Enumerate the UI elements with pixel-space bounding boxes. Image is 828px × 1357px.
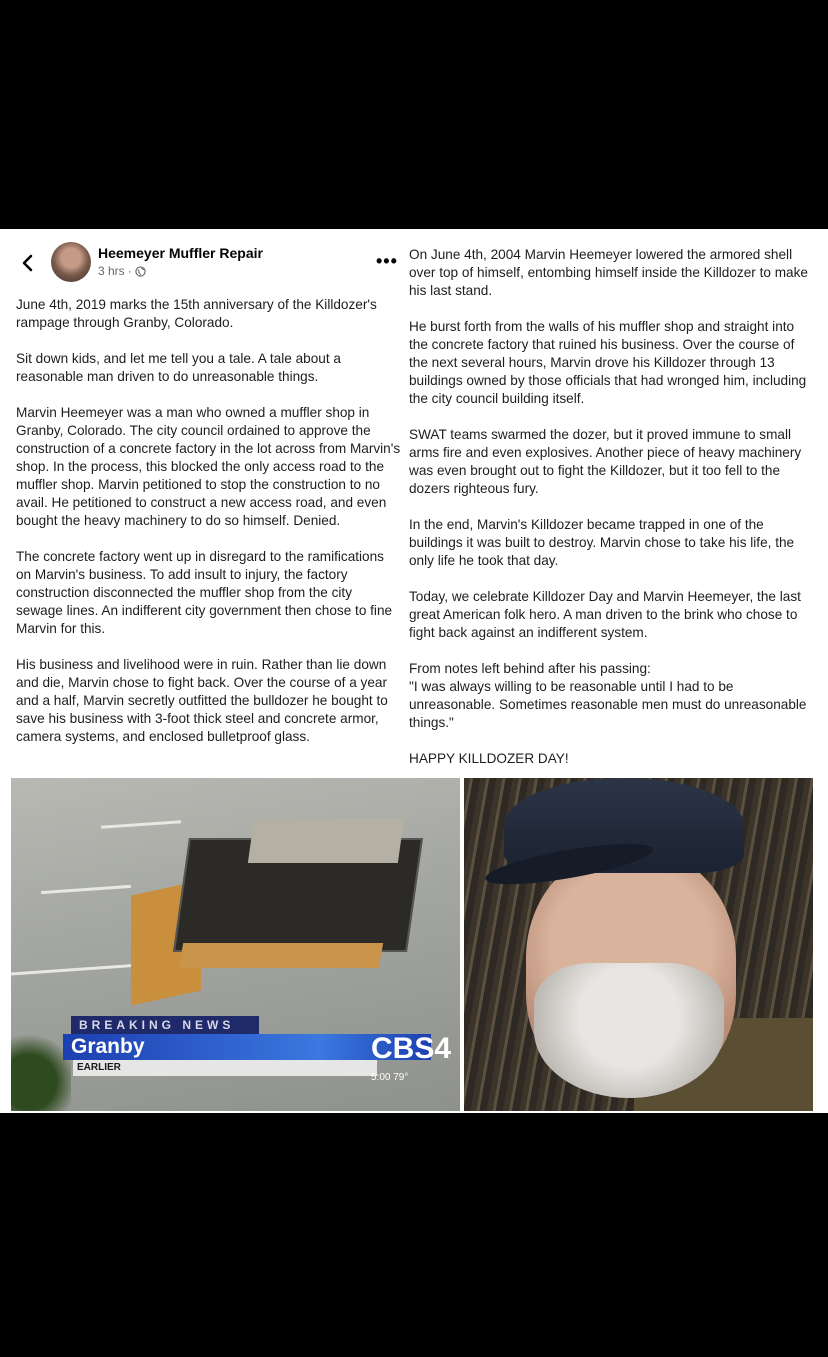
- paragraph: June 4th, 2019 marks the 15th anniversary of the Killdozer's rampage through Granby, Colorado.: [16, 297, 377, 330]
- back-arrow-icon[interactable]: [18, 253, 38, 273]
- paragraph: Marvin Heemeyer was a man who owned a muffler shop in Granby, Colorado. The city council ordained to approve the construction of a concrete factory in the lot across from Marvin's shop. In the process, this blocked the only access road to the muffler shop. Marvin petitioned to stop the construction to no avail. He petitioned to construct a new access road, and even bought the heavy machinery to do so himself. Denied.: [16, 405, 401, 528]
- bulldozer-track: [179, 943, 383, 968]
- more-options-button[interactable]: •••: [376, 251, 398, 271]
- earlier-label: EARLIER: [73, 1060, 377, 1076]
- killdozer-roof: [248, 818, 404, 863]
- paragraph: On June 4th, 2004 Marvin Heemeyer lowered the armored shell over top of himself, entombing himself inside the Killdozer to make his last stand.: [409, 247, 808, 298]
- news-clock: [371, 1072, 408, 1083]
- post-text-left: [16, 296, 402, 764]
- location-banner: Granby: [63, 1034, 431, 1060]
- paragraph: Sit down kids, and let me tell you a tale. A tale about a reasonable man driven to do unreasonable things.: [16, 351, 341, 384]
- paragraph: His business and livelihood were in ruin. Rather than lie down and die, Marvin chose to fight back. Over the course of a year and a half, Marvin secretly outfitted the bulldozer he bought to save his business with 3-foot thick steel and concrete armor, camera systems, and enclosed bulletproof glass.: [16, 657, 388, 744]
- breaking-news-banner: BREAKING NEWS: [71, 1016, 259, 1034]
- page-avatar[interactable]: [51, 242, 91, 282]
- paragraph: HAPPY KILLDOZER DAY!: [409, 751, 569, 766]
- facebook-post: [0, 229, 828, 1113]
- post-meta: [98, 264, 146, 278]
- post-time[interactable]: 3 hrs: [98, 264, 125, 278]
- cbs4-logo: CBS4: [371, 1032, 452, 1065]
- meta-separator: ·: [127, 264, 132, 278]
- page-name[interactable]: Heemeyer Muffler Repair: [98, 245, 263, 261]
- post-text-right: [409, 246, 811, 786]
- paragraph: The concrete factory went up in disregard to the ramifications on Marvin's business. To add insult to injury, the factory construction disconnected the muffler shop from the city sewage lines. An indifferent city government then chose to fine Marvin for this.: [16, 549, 393, 636]
- marvin-heemeyer-portrait[interactable]: [464, 778, 813, 1111]
- globe-icon: [135, 266, 146, 277]
- paragraph: He burst forth from the walls of his muffler shop and straight into the concrete factory that ruined his business. Over the course of the next several hours, Marvin drove his Killdozer through 13 buildings owned by those officials that had wronged him, including the city council building itself.: [409, 319, 807, 406]
- killdozer-news-photo[interactable]: [11, 778, 460, 1111]
- tree-foliage: [11, 1028, 71, 1111]
- paragraph: In the end, Marvin's Killdozer became trapped in one of the buildings it was built to destroy. Marvin chose to take his life, the only life he took that day.: [409, 517, 795, 568]
- news-time: 5:00: [371, 1072, 391, 1083]
- beard: [534, 963, 724, 1098]
- paragraph: Today, we celebrate Killdozer Day and Marvin Heemeyer, the last great American folk hero. A man driven to the brink who chose to fight back against an indifferent system.: [409, 589, 801, 640]
- news-temperature: 79°: [393, 1072, 409, 1083]
- paragraph: SWAT teams swarmed the dozer, but it proved immune to small arms fire and even explosives. Another piece of heavy machinery was even brought out to fight the Killdozer, but it too fell to the dozers righteous fury.: [409, 427, 802, 496]
- paragraph: From notes left behind after his passing: "I was always willing to be reasonable until I had to be unreasonable. Sometimes reasonable men must do unreasonable things.": [409, 661, 807, 730]
